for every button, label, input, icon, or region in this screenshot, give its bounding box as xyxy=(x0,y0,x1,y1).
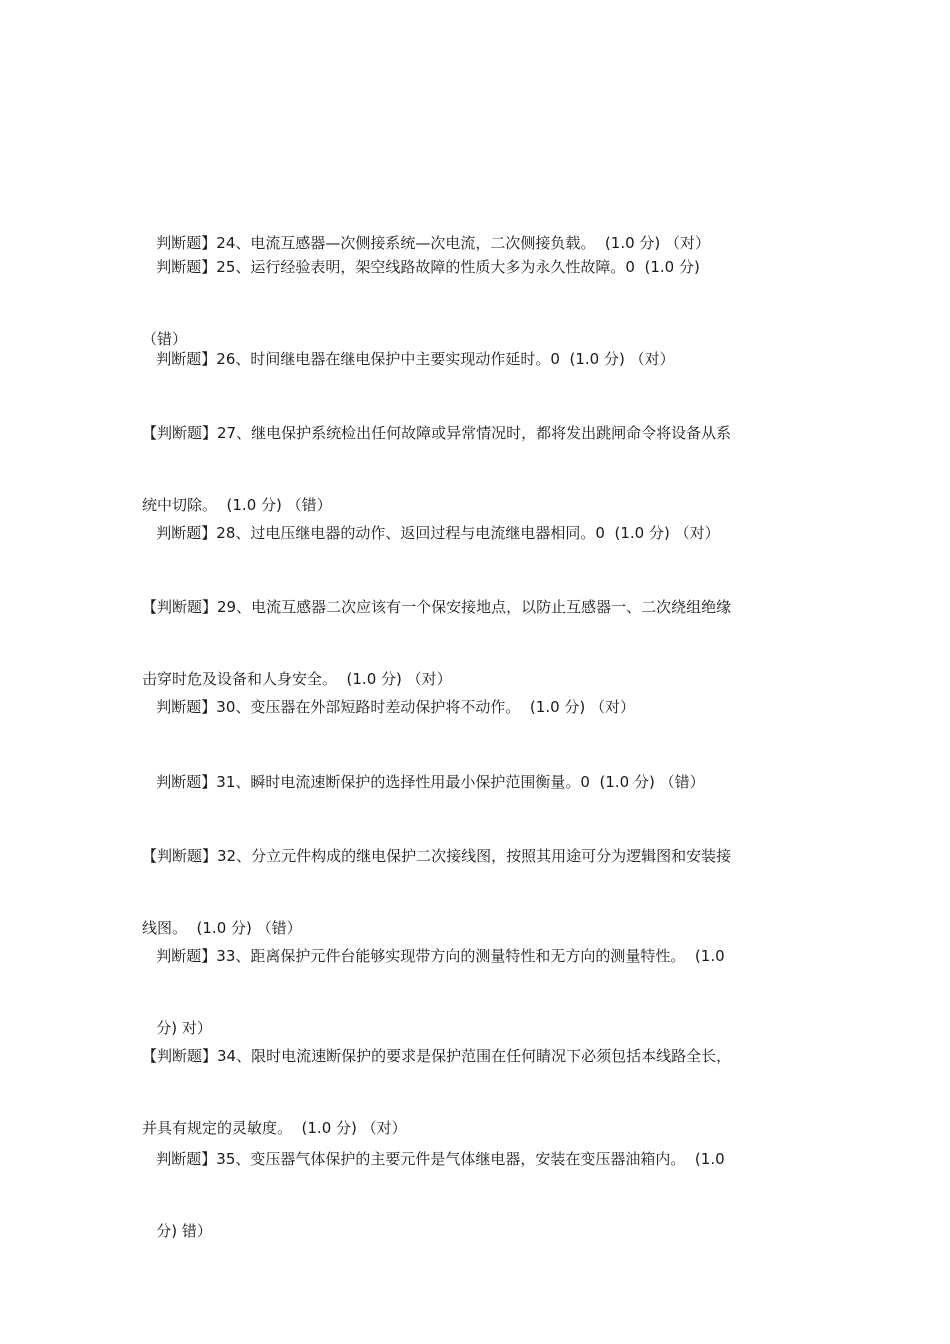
question-text-line: 【判断题】27、继电保护系统检出任何故障或异常情况时，都将发出跳闸命令将设备从系 xyxy=(142,424,732,442)
question-35 xyxy=(142,1099,822,1291)
question-text-line: 并具有规定的灵敏度。 (1.0 分) （对） xyxy=(142,1119,407,1137)
question-text-line: 判断题】25、运行经验表明，架空线路故障的性质大多为永久性故障。0 (1.0 分) xyxy=(142,258,700,276)
question-text-line: 【判断题】34、限时电流速断保护的要求是保护范围在任何睛况下必须包括本线路全长， xyxy=(142,1047,732,1065)
question-text-line: 【判断题】29、电流互感器二次应该有一个保安接地点，以防止互感器一、二次绕组绝缘 xyxy=(142,598,732,616)
question-text-line: 【判断题】32、分立元件构成的继电保护二次接线图，按照其用途可分为逻辑图和安装接 xyxy=(142,847,732,865)
question-text-line: 分) 对） xyxy=(142,1019,212,1037)
question-text-line: 判断题】33、距离保护元件台能够实现带方向的测量特性和无方向的测量特性。 (1.0 xyxy=(142,947,725,965)
question-text-line: 线图。 (1.0 分) （错） xyxy=(142,919,302,937)
question-text-line: 统中切除。 (1.0 分) （错） xyxy=(142,496,332,514)
question-text-line: 判断题】30、变压器在外部短路时差动保护将不动作。 (1.0 分) （对） xyxy=(142,698,636,716)
question-text-line: 判断题】31、瞬时电流速断保护的选择性用最小保护范围衡量。0 (1.0 分) （错） xyxy=(142,773,705,791)
question-text-line: 判断题】24、电流互感器—次侧接系统—次电流，二次侧接负载。 (1.0 分) （对） xyxy=(142,234,711,252)
question-text-line: 判断题】28、过电压继电器的动作、返回过程与电流继电器相同。0 (1.0 分) （对） xyxy=(142,524,720,542)
question-text-line: 判断题】35、变压器气体保护的主要元件是气体继电器，安装在变压器油箱内。 (1.0 xyxy=(142,1150,725,1168)
question-text-line: 判断题】26、时间继电器在继电保护中主要实现动作延时。0 (1.0 分) （对） xyxy=(142,350,675,368)
question-text-line: 击穿时危及设备和人身安全。 (1.0 分) （对） xyxy=(142,670,452,688)
question-text-line: （错） xyxy=(142,330,188,348)
question-text-line: 分) 错） xyxy=(142,1222,212,1240)
